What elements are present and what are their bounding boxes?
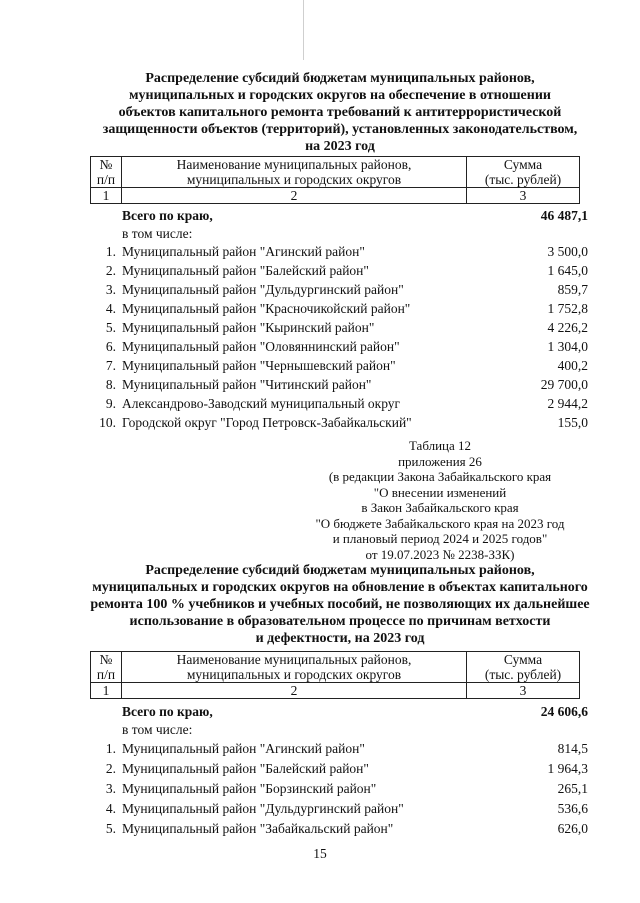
section1-table-header <box>90 156 580 204</box>
section2-title: Распределение субсидий бюджетам муниципальных районов, муниципальных и городских округов на обновление в объектах капитального ремонта 100 % учебников и учебных пособий, не позволяющих их дальнейшее использование в образовательном процессе по причинам ветхости и дефектности, на 2023 год <box>90 563 590 646</box>
including-row: в том числе: <box>122 722 193 737</box>
col-index-3: 3 <box>467 188 580 204</box>
table-row: 5. Муниципальный район "Забайкальский район" 626,0 <box>105 821 588 836</box>
col-index-1: 1 <box>91 188 122 204</box>
total-label: Всего по краю, <box>122 208 213 223</box>
page-number: 15 <box>313 846 327 861</box>
col-num-header: № п/п <box>91 157 122 188</box>
table-row: 5. Муниципальный район "Кыринский район" 4 226,2 <box>105 320 588 335</box>
table-row: 4. Муниципальный район "Красночикойский район" 1 752,8 <box>105 301 588 316</box>
section1-title: Распределение субсидий бюджетам муниципальных районов, муниципальных и городских округов на обеспечение в отношении объектов капитального ремонта требований к антитеррористической защищенности объектов (территорий), установленных законодательством, на 2023 год <box>102 71 578 154</box>
total-row <box>94 703 588 721</box>
table-row: 1. Муниципальный район "Агинский район" 3 500,0 <box>105 244 588 259</box>
table-row: 1. Муниципальный район "Агинский район" 814,5 <box>105 741 588 756</box>
table-row: 2. Муниципальный район "Балейский район" 1 645,0 <box>105 263 588 278</box>
table-row: 2. Муниципальный район "Балейский район" 1 964,3 <box>105 761 588 776</box>
table-row: 7. Муниципальный район "Чернышевский район" 400,2 <box>105 358 588 373</box>
col-num-header: № п/п <box>91 652 122 683</box>
col-index-3: 3 <box>467 683 580 699</box>
col-name-header: Наименование муниципальных районов, муниципальных и городских округов <box>122 652 467 683</box>
col-sum-header: Сумма (тыс. рублей) <box>467 652 580 683</box>
col-index-2: 2 <box>122 683 467 699</box>
table-row: 8. Муниципальный район "Читинский район" 29 700,0 <box>105 377 588 392</box>
total-row <box>94 207 588 225</box>
total-value: 46 487,1 <box>540 208 588 223</box>
table-row: 3. Муниципальный район "Дульдургинский район" 859,7 <box>105 282 588 297</box>
appendix-note: Таблица 12 приложения 26 (в редакции Закона Забайкальского края "О внесении изменений в Закон Забайкальского края "О бюджете Забайкальского края на 2023 год и плановый период 2024 и 2025 годов" от 19.07.2023 № 2238-ЗЗК) <box>315 438 565 562</box>
table-row: 3. Муниципальный район "Борзинский район" 265,1 <box>105 781 588 796</box>
col-index-2: 2 <box>122 188 467 204</box>
table-row: 6. Муниципальный район "Оловяннинский район" 1 304,0 <box>105 339 588 354</box>
total-value: 24 606,6 <box>540 704 588 719</box>
table-row: 10. Городской округ "Город Петровск-Забайкальский" 155,0 <box>99 415 588 430</box>
col-name-header: Наименование муниципальных районов, муниципальных и городских округов <box>122 157 467 188</box>
scan-fold-line <box>303 0 304 60</box>
col-sum-header: Сумма (тыс. рублей) <box>467 157 580 188</box>
including-row: в том числе: <box>122 226 193 241</box>
section2-table-header <box>90 651 580 699</box>
table-row: 4. Муниципальный район "Дульдургинский район" 536,6 <box>105 801 588 816</box>
table-row: 9. Александрово-Заводский муниципальный округ 2 944,2 <box>105 396 588 411</box>
total-label: Всего по краю, <box>122 704 213 719</box>
col-index-1: 1 <box>91 683 122 699</box>
